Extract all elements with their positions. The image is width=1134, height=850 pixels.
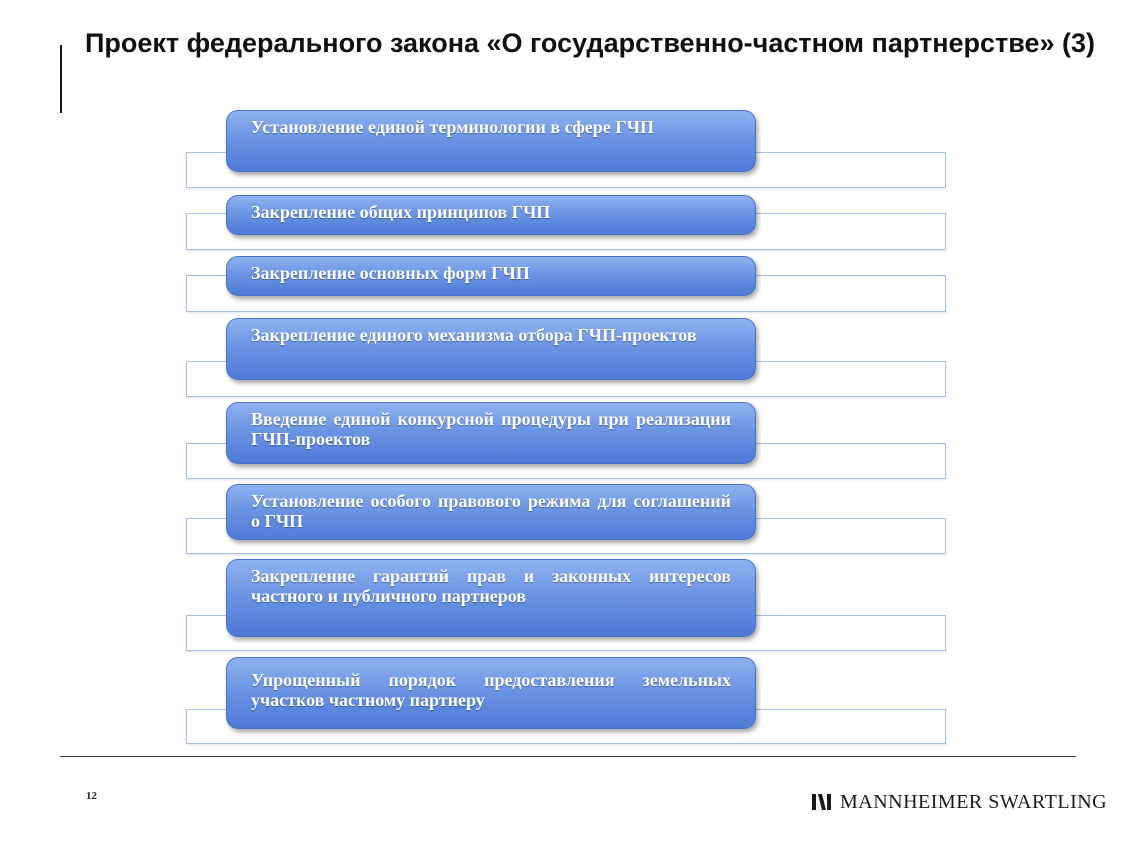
mannheimer-swartling-logo-mark-icon (812, 794, 832, 810)
title-accent-bar (60, 45, 62, 113)
item-label: Введение единой конкурсной процедуры при реализации ГЧП-проектов (226, 402, 756, 464)
item-label: Упрощенный порядок предоставления земельных участков частному партнеру (226, 657, 756, 729)
logo-text: MANNHEIMER SWARTLING (840, 790, 1108, 813)
item-label: Установление особого правового режима для соглашений о ГЧП (226, 484, 756, 540)
item-label: Закрепление гарантий прав и законных интересов частного и публичного партнеров (226, 559, 756, 637)
page-title: Проект федерального закона «О государственно-частном партнерстве» (3) (84, 28, 1096, 58)
company-logo (812, 788, 1108, 816)
item-label: Установление единой терминологии в сфере ГЧП (226, 110, 756, 172)
item-label: Закрепление основных форм ГЧП (226, 256, 756, 296)
item-label: Закрепление единого механизма отбора ГЧП-проектов (226, 318, 756, 380)
item-label: Закрепление общих принципов ГЧП (226, 195, 756, 235)
page-number: 12 (86, 790, 97, 802)
footer-divider (60, 756, 1076, 757)
